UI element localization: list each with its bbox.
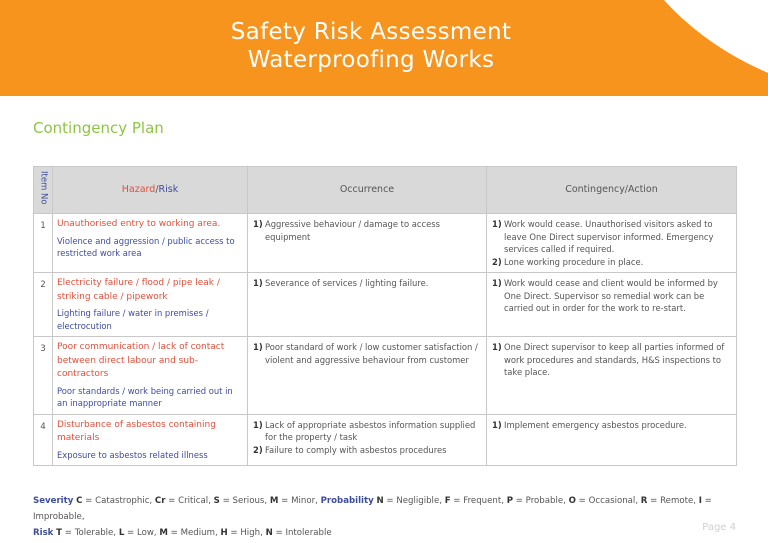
occurrence-item-text: Lack of appropriate asbestos information supplied for the property / task — [265, 419, 476, 442]
legend-entry: I = Improbable, — [33, 496, 712, 522]
legend-key: N — [376, 496, 384, 506]
row-risk-text: Lighting failure / water in premises / electrocution — [57, 308, 209, 331]
contingency-item-number: 1) — [492, 278, 502, 288]
contingency-list-item — [492, 341, 732, 379]
table-body — [34, 214, 737, 466]
occurrence-list-item — [253, 419, 482, 444]
header-slash: / — [155, 183, 159, 195]
legend-key: H — [220, 528, 228, 538]
occurrence-item-number: 2) — [253, 444, 263, 455]
occurrence-item-number: 1) — [253, 219, 263, 229]
legend-key: R — [640, 496, 648, 506]
legend-entry: Cr = Critical, — [154, 496, 211, 506]
contingency-item-number: 1) — [492, 419, 502, 430]
legend-key: S — [213, 496, 220, 506]
legend-value: Intolerable — [285, 528, 332, 538]
legend-key: L — [118, 528, 125, 538]
row-item-number: 1 — [34, 214, 53, 273]
contingency-list-item — [492, 277, 732, 315]
legend-value: Tolerable — [74, 528, 114, 538]
occurrence-item-text: Severance of services / lighting failure. — [265, 278, 429, 288]
legend-entry: T = Tolerable, — [56, 528, 117, 538]
legend-key: M — [269, 496, 279, 506]
occurrence-list-item — [253, 341, 482, 366]
row-occurrence-cell — [248, 273, 487, 337]
legend-key: F — [444, 496, 451, 506]
row-occurrence-cell — [248, 214, 487, 273]
legend-entry: N = Negligible, — [376, 496, 442, 506]
row-hazard-text: Poor communication / lack of contact between direct labour and sub-contractors — [57, 342, 225, 379]
legend-value: Occasional — [588, 496, 636, 506]
row-occurrence-cell — [248, 337, 487, 415]
row-contingency-cell — [487, 214, 737, 273]
page-number: Page 4 — [702, 522, 736, 533]
row-hazard-cell — [53, 214, 248, 273]
header-banner — [0, 0, 768, 96]
legend-value: Medium — [180, 528, 215, 538]
legend-severity-items — [76, 496, 318, 506]
legend-key: I — [698, 496, 702, 506]
legend-probability-label: Probability — [320, 496, 374, 506]
table-row — [34, 414, 737, 466]
contingency-item-number: 2) — [492, 256, 502, 267]
table-header-row — [34, 167, 737, 214]
row-contingency-cell — [487, 273, 737, 337]
legend-value: Negligible — [396, 496, 440, 506]
occurrence-item-text: Failure to comply with asbestos procedures — [265, 444, 447, 455]
legend-entry: N = Intolerable — [265, 528, 332, 538]
section-title: Contingency Plan — [33, 119, 164, 137]
legend — [33, 493, 743, 541]
occurrence-list-item — [253, 444, 482, 457]
row-risk-text: Exposure to asbestos related illness — [57, 449, 208, 460]
occurrence-item-number: 1) — [253, 419, 263, 430]
contingency-table — [33, 166, 737, 466]
legend-entry: P = Probable, — [506, 496, 566, 506]
legend-key: Cr — [154, 496, 166, 506]
row-risk-text: Violence and aggression / public access to restricted work area — [57, 235, 235, 258]
row-hazard-cell — [53, 273, 248, 337]
legend-key: N — [265, 528, 273, 538]
row-occurrence-cell — [248, 414, 487, 466]
document-title-line-2: Waterproofing Works — [247, 47, 495, 73]
row-hazard-text: Disturbance of asbestos containing materials — [57, 419, 216, 443]
row-contingency-cell — [487, 414, 737, 466]
legend-value: Critical — [178, 496, 209, 506]
contingency-item-text: Work would cease and client would be informed by One Direct. Supervisor so remedial work can be carried out in order for the work to re-start. — [504, 278, 718, 313]
occurrence-item-text: Poor standard of work / low customer satisfaction / violent and aggressive behaviour from customer — [265, 342, 478, 365]
header-risk-label: Risk — [158, 183, 179, 195]
contingency-item-text: Work would cease. Unauthorised visitors asked to leave One Direct supervisor informed. Emergency services called if required. — [504, 219, 714, 254]
occurrence-item-number: 1) — [253, 278, 263, 288]
contingency-item-text: One Direct supervisor to keep all parties informed of work procedures and standards, H&S inspections to take place. — [504, 342, 725, 377]
row-hazard-text: Unauthorised entry to working area. — [57, 219, 221, 229]
legend-value: Probable — [525, 496, 564, 506]
legend-value: Minor — [291, 496, 316, 506]
row-hazard-text: Electricity failure / flood / pipe leak / striking cable / pipework — [57, 278, 220, 302]
row-item-number: 4 — [34, 414, 53, 466]
row-hazard-cell — [53, 414, 248, 466]
contingency-item-number: 1) — [492, 342, 502, 352]
legend-risk-items — [56, 528, 332, 538]
legend-value: Improbable — [33, 512, 82, 522]
row-contingency-cell — [487, 337, 737, 415]
legend-risk-label: Risk — [33, 528, 54, 538]
document-title-line-1: Safety Risk Assessment — [230, 19, 512, 45]
legend-value: Frequent — [463, 496, 502, 506]
legend-key: P — [506, 496, 513, 506]
header-occurrence: Occurrence — [248, 167, 487, 214]
header-item-no — [34, 167, 53, 214]
occurrence-list-item — [253, 218, 482, 243]
legend-entry: L = Low, — [118, 528, 157, 538]
contingency-list-item — [492, 256, 732, 269]
legend-line-2 — [33, 525, 743, 541]
contingency-item-number: 1) — [492, 219, 502, 229]
legend-line-1 — [33, 493, 743, 525]
legend-value: Catastrophic — [95, 496, 150, 506]
legend-value: Low — [136, 528, 154, 538]
legend-entry: H = High, — [220, 528, 263, 538]
header-item-no-label: Item No — [38, 170, 49, 205]
row-item-number: 2 — [34, 273, 53, 337]
legend-entry: R = Remote, — [640, 496, 696, 506]
legend-key: O — [568, 496, 576, 506]
legend-key: M — [159, 528, 168, 538]
row-risk-text: Poor standards / work being carried out in an inappropriate manner — [57, 385, 233, 408]
contingency-list-item — [492, 419, 732, 432]
table-row — [34, 273, 737, 337]
legend-entry: C = Catastrophic, — [76, 496, 153, 506]
legend-entry: M = Medium, — [159, 528, 218, 538]
occurrence-item-text: Aggressive behaviour / damage to access equipment — [265, 219, 440, 242]
contingency-item-text: Lone working procedure in place. — [504, 256, 644, 267]
document-title — [0, 18, 742, 74]
occurrence-item-number: 1) — [253, 342, 263, 352]
legend-value: High — [240, 528, 261, 538]
header-hazard-risk — [53, 167, 248, 214]
table-row — [34, 214, 737, 273]
legend-key: T — [56, 528, 63, 538]
legend-key: C — [76, 496, 83, 506]
legend-severity-label: Severity — [33, 496, 74, 506]
legend-entry: M = Minor, — [269, 496, 318, 506]
legend-value: Remote — [660, 496, 694, 506]
legend-entry: F = Frequent, — [444, 496, 504, 506]
contingency-list-item — [492, 218, 732, 256]
header-contingency: Contingency/Action — [487, 167, 737, 214]
legend-value: Serious — [232, 496, 265, 506]
contingency-item-text: Implement emergency asbestos procedure. — [504, 419, 687, 430]
legend-entry: O = Occasional, — [568, 496, 639, 506]
row-hazard-cell — [53, 337, 248, 415]
occurrence-list-item — [253, 277, 482, 290]
header-hazard-label: Hazard — [121, 183, 156, 195]
row-item-number: 3 — [34, 337, 53, 415]
legend-entry: S = Serious, — [213, 496, 268, 506]
table-row — [34, 337, 737, 415]
